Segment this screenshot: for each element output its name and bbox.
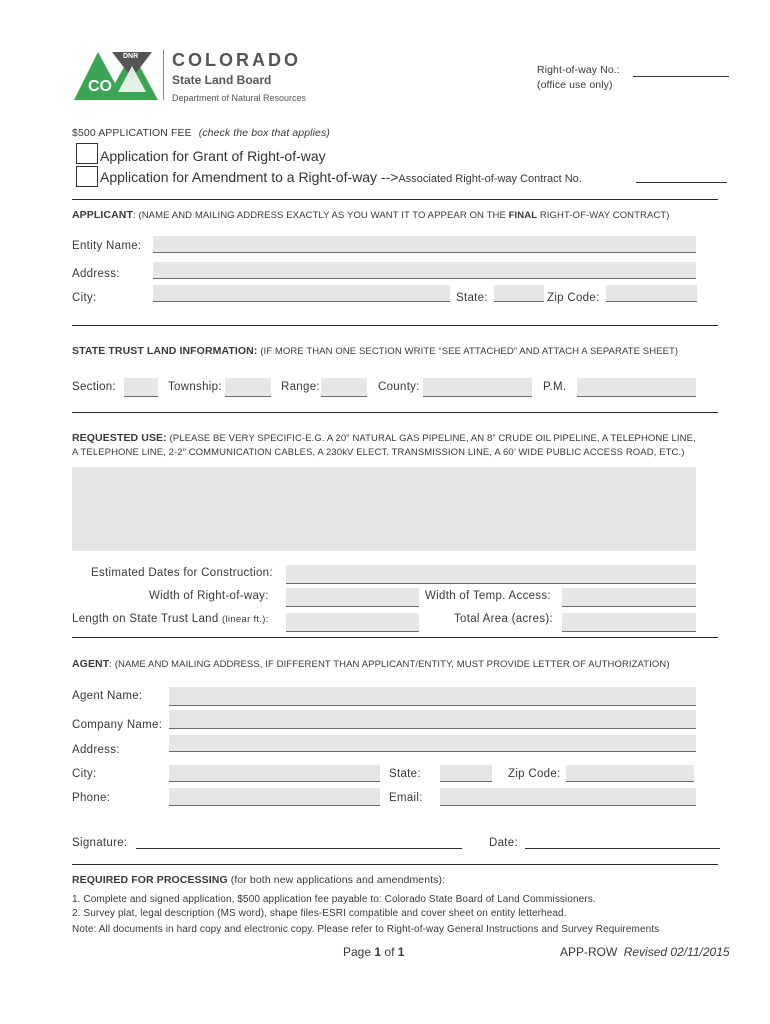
entity-name-field[interactable] — [153, 236, 696, 253]
agent-email-field[interactable] — [440, 788, 696, 806]
grant-checkbox[interactable] — [76, 143, 98, 164]
agent-city-field[interactable] — [169, 765, 380, 782]
county-label: County: — [378, 381, 420, 393]
date-field[interactable] — [525, 833, 720, 849]
agent-zip-field[interactable] — [566, 765, 694, 782]
agent-note: : (NAME AND MAILING ADDRESS, IF DIFFERENT THAN APPLICANT/ENTITY, MUST PROVIDE LETTER OF AUTHORIZATION) — [109, 659, 670, 670]
divider — [72, 412, 718, 413]
section-field[interactable] — [124, 378, 158, 397]
office-note: (office use only) — [537, 79, 613, 91]
agent-phone-label: Phone: — [72, 792, 111, 804]
date-label: Date: — [489, 837, 518, 849]
agent-email-label: Email: — [389, 792, 423, 804]
agent-title: AGENT — [72, 658, 110, 670]
signature-field[interactable] — [136, 833, 462, 849]
agent-address-label: Address: — [72, 744, 120, 756]
form-revision — [560, 945, 730, 959]
company-name-label: Company Name: — [72, 719, 163, 731]
use-title: REQUESTED USE: — [72, 432, 167, 444]
row-no-field[interactable] — [633, 65, 729, 77]
colorado-logo-icon — [72, 50, 164, 102]
applicant-note: : (NAME AND MAILING ADDRESS EXACTLY AS YOU WANT IT TO APPEAR ON THE — [132, 210, 509, 221]
state-field[interactable] — [494, 285, 544, 302]
agent-zip-label: Zip Code: — [508, 768, 561, 780]
pm-field[interactable] — [577, 378, 696, 397]
org-dept: Department of Natural Resources — [172, 93, 307, 103]
area-label: Total Area (acres): — [454, 613, 554, 625]
row-no-label: Right-of-way No.: — [537, 64, 620, 76]
revised-date: Revised 02/11/2015 — [623, 945, 730, 959]
assoc-contract-label: Associated Right-of-way Contract No. — [398, 173, 582, 185]
org-subtitle: State Land Board — [172, 73, 272, 87]
zip-field[interactable] — [606, 285, 697, 302]
processing-title: REQUIRED FOR PROCESSING — [72, 874, 228, 886]
processing-note: (for both new applications and amendments): — [227, 874, 446, 886]
applicant-heading — [72, 209, 670, 221]
width-row-field[interactable] — [286, 588, 419, 607]
length-field[interactable] — [286, 613, 419, 632]
requested-use-textarea[interactable] — [72, 467, 696, 551]
agent-heading — [72, 658, 670, 670]
land-heading — [72, 345, 678, 357]
pm-label: P.M. — [543, 381, 567, 393]
land-title: STATE TRUST LAND INFORMATION: — [72, 345, 258, 357]
width-temp-field[interactable] — [562, 588, 696, 607]
fee-label: $500 APPLICATION FEE — [72, 127, 192, 139]
state-label: State: — [456, 292, 488, 304]
address-field[interactable] — [153, 262, 696, 279]
agent-state-label: State: — [389, 768, 421, 780]
applicant-title: APPLICANT — [72, 209, 133, 221]
section-label: Section: — [72, 381, 116, 393]
processing-heading — [72, 874, 445, 886]
use-note-2: A TELEPHONE LINE, 2-2” COMMUNICATION CABLES, A 230kV ELECT. TRANSMISSION LINE, A 60’ WIDE PUBLIC ACCESS ROAD, ETC.) — [72, 447, 685, 458]
form-id: APP-ROW — [560, 945, 618, 959]
amend-option-label — [100, 169, 582, 187]
est-dates-label: Estimated Dates for Construction: — [91, 567, 273, 579]
page-num: 1 — [374, 945, 382, 959]
entity-name-label: Entity Name: — [72, 240, 142, 252]
processing-note-line: Note: All documents in hard copy and electronic copy. Please refer to Right-of-way General Instructions and Survey Requirements — [72, 924, 660, 935]
land-note: (IF MORE THAN ONE SECTION WRITE “SEE ATTACHED” AND ATTACH A SEPARATE SHEET) — [257, 346, 679, 357]
width-temp-label: Width of Temp. Access: — [425, 590, 551, 602]
agent-name-field[interactable] — [169, 687, 696, 706]
page-total: 1 — [397, 945, 405, 959]
address-label: Address: — [72, 268, 120, 280]
city-field[interactable] — [153, 285, 450, 302]
range-field[interactable] — [321, 378, 367, 397]
divider — [72, 864, 718, 865]
grant-option-label: Application for Grant of Right-of-way — [100, 148, 326, 164]
logo-divider — [163, 50, 164, 100]
length-text: Length on State Trust Land — [72, 613, 219, 625]
divider — [72, 199, 718, 200]
city-label: City: — [72, 292, 97, 304]
applicant-note-bold: FINAL — [508, 210, 538, 221]
logo-badge: DNR — [123, 53, 139, 60]
signature-label: Signature: — [72, 837, 128, 849]
agent-city-label: City: — [72, 768, 97, 780]
agent-name-label: Agent Name: — [72, 690, 143, 702]
use-heading — [72, 432, 696, 444]
assoc-contract-field[interactable] — [636, 170, 727, 183]
township-label: Township: — [168, 381, 222, 393]
amend-checkbox[interactable] — [76, 166, 98, 187]
company-name-field[interactable] — [169, 710, 696, 729]
logo-letters: CO — [88, 78, 112, 95]
fee-line — [72, 127, 330, 139]
divider — [72, 325, 718, 326]
county-field[interactable] — [423, 378, 532, 397]
area-field[interactable] — [562, 613, 696, 632]
of-word: of — [384, 945, 395, 959]
est-dates-field[interactable] — [286, 565, 696, 584]
fee-hint: (check the box that applies) — [198, 127, 330, 139]
agent-state-field[interactable] — [440, 765, 492, 782]
divider — [72, 637, 718, 638]
page-number — [343, 945, 404, 959]
processing-item-2: 2. Survey plat, legal description (MS word), shape files-ESRI compatible and cover sheet on entity letterhead. — [72, 908, 567, 919]
range-label: Range: — [281, 381, 320, 393]
length-unit: (linear ft.): — [222, 614, 269, 625]
amend-option-text: Application for Amendment to a Right-of-way --> — [100, 169, 399, 185]
logo — [72, 50, 164, 102]
page-word: Page — [343, 945, 372, 959]
width-row-label: Width of Right-of-way: — [149, 590, 269, 602]
township-field[interactable] — [225, 378, 271, 397]
applicant-note-end: RIGHT-OF-WAY CONTRACT) — [537, 210, 670, 221]
length-label — [72, 613, 269, 625]
agent-address-field[interactable] — [169, 735, 696, 752]
agent-phone-field[interactable] — [169, 788, 380, 806]
use-note-1: (PLEASE BE VERY SPECIFIC-E.G. A 20" NATURAL GAS PIPELINE, AN 8” CRUDE OIL PIPELINE, A TELEPHONE LINE, — [166, 433, 696, 444]
processing-item-1: 1. Complete and signed application, $500 application fee payable to: Colorado State Board of Land Commissioners. — [72, 894, 596, 905]
org-title: COLORADO — [172, 50, 301, 70]
zip-label: Zip Code: — [547, 292, 600, 304]
